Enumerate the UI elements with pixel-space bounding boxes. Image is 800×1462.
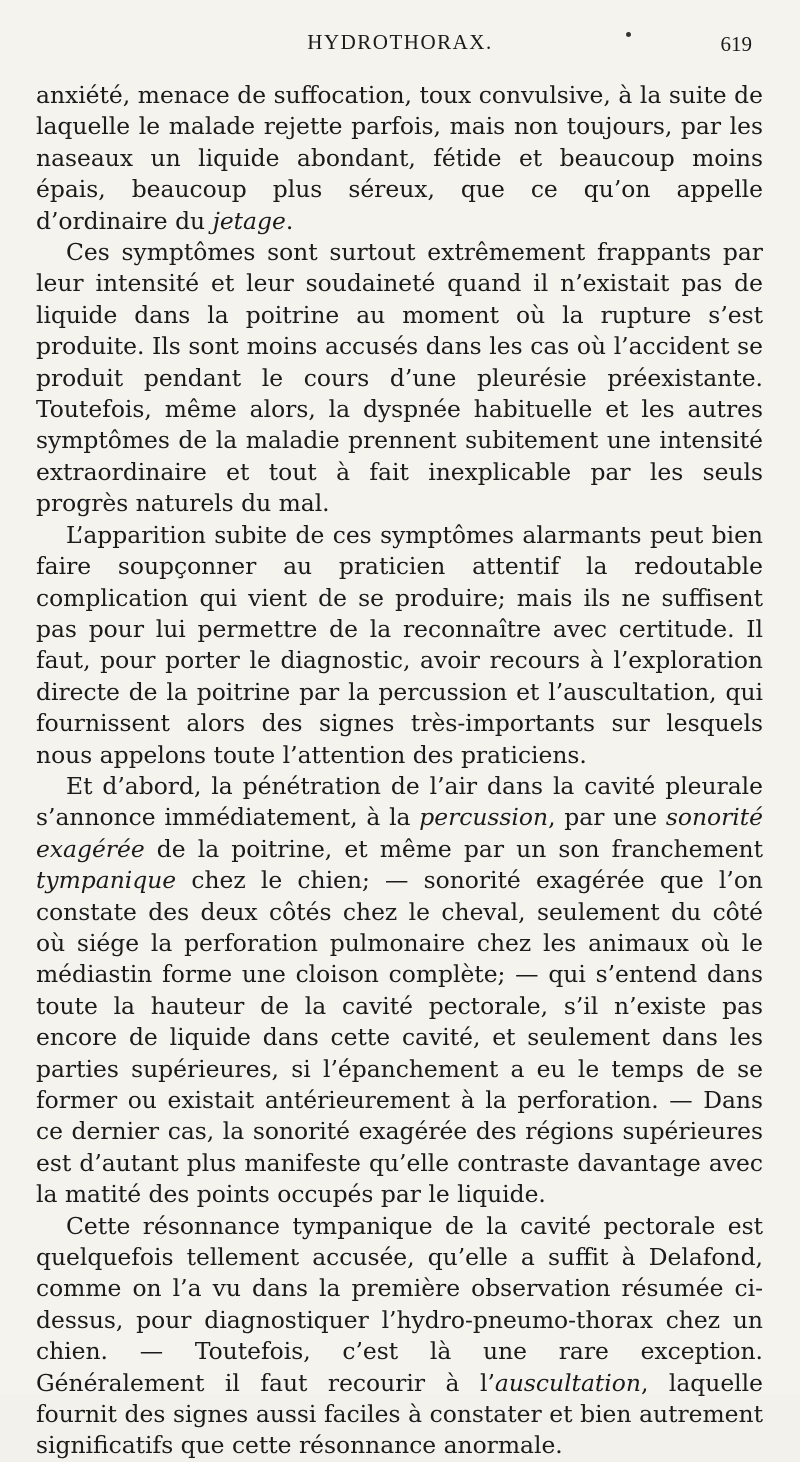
paragraph-4-text-c: de la poitrine, et même par un son franchement — [144, 834, 763, 863]
term-auscultation: auscultation — [494, 1368, 641, 1397]
term-percussion: percussion — [419, 803, 549, 832]
ink-mark — [626, 32, 631, 37]
paragraph-1-italic: jetage — [212, 206, 286, 235]
paragraph-1-text: anxiété, menace de suffocation, toux convulsive, à la suite de laquelle le malade rejette parfois, mais non toujours, par les naseaux un liquide abondant, fétide et beaucoup moins épais, beaucoup plus séreux, que ce qu’on appelle d’ordinaire du — [36, 81, 763, 235]
page-number: 619 — [720, 32, 752, 56]
term-sonorite-exageree: sonorité exagérée — [36, 803, 764, 863]
paragraph-2: Ces symptômes sont surtout extrêmement frappants par leur intensité et leur soudaineté quand il n’existait pas de liquide dans la poitrine au moment où la rupture s’est produite. Ils sont moins accusés dans les cas où l’accident se produit pendant le cours d’une pleurésie préexistante. Toutefois, même alors, la dyspnée habituelle et les autres symptômes de la maladie prennent subitement une intensité extraordinaire et tout à fait inexplicable par les seuls progrès naturels du mal. — [36, 238, 763, 518]
paragraph-4-text-b: , par une — [548, 803, 666, 832]
paragraph-5 — [36, 1211, 763, 1462]
paragraph-4-text-a: Et d’abord, la pénétration de l’air dans la cavité pleurale s’annonce immédiatement, à la — [36, 771, 763, 832]
paragraph-5-text-b: , laquelle fournit des signes aussi faciles à constater et bien autrement significatifs que cette résonnance anormale. — [36, 1368, 763, 1460]
paragraph-1 — [36, 80, 763, 237]
paragraph-4-text-d: chez le chien; — sonorité exagérée que l’on constate des deux côtés chez le cheval, seulement du côté où siége la perforation pulmonaire chez les animaux où le médiastin forme une cloison complète; — qui s’entend dans toute la hauteur de la cavité pectorale, s’il n’existe pas encore de liquide dans cette cavité, et seulement dans les parties supérieures, si l’épanchement a eu le temps de se former ou existait antérieurement à la perforation. — Dans ce dernier cas, la sonorité exagérée des régions supérieures est d’autant plus manifeste qu’elle contraste davantage avec la matité des points occupés par le liquide. — [36, 866, 763, 1209]
term-tympanique: tympanique — [36, 866, 177, 895]
paragraph-3: L’apparition subite de ces symptômes alarmants peut bien faire soupçonner au praticien attentif la redoutable complication qui vient de se produire; mais ils ne suffisent pas pour lui permettre de la reconnaître avec certitude. Il faut, pour porter le diagnostic, avoir recours à l’exploration directe de la poitrine par la percussion et l’auscultation, qui fournissent alors des signes très-importants sur lesquels nous appelons toute l’attention des praticiens. — [36, 520, 763, 769]
paragraph-1-end: . — [285, 206, 294, 235]
paragraph-4 — [36, 771, 763, 1211]
page-header — [0, 30, 800, 64]
running-title: HYDROTHORAX. — [307, 30, 493, 54]
body-text — [36, 80, 763, 1462]
paragraph-5-text-a: Cette résonnance tympanique de la cavité pectorale est quelquefois tellement accusée, qu’elle a suffit à Delafond, comme on l’a vu dans la première observation résumée ci-dessus, pour diagnostiquer l’hydro-pneumo-thorax chez un chien. — Toutefois, c’est là une rare exception. Généralement il faut recourir à l’ — [36, 1211, 763, 1397]
